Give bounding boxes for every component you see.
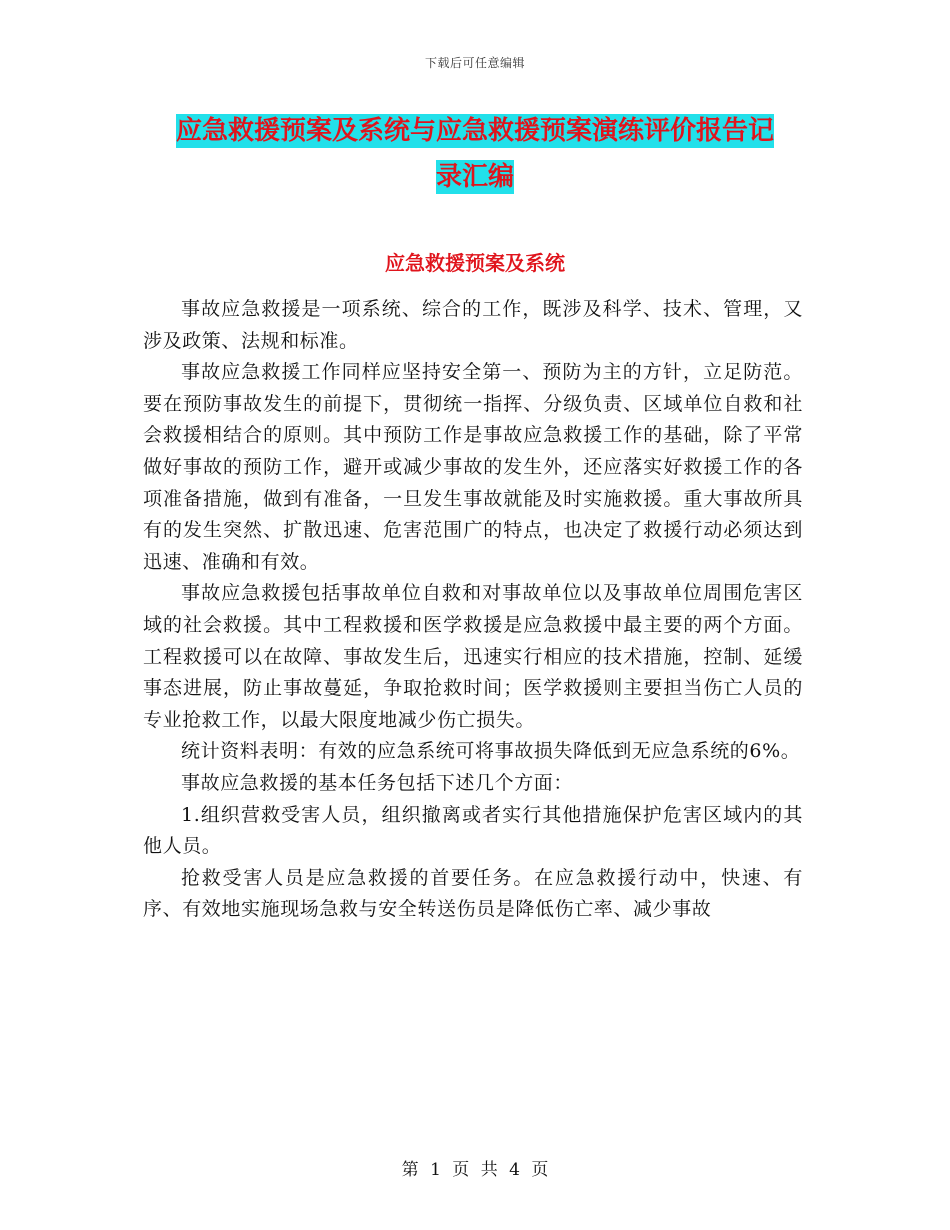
paragraph-1: 事故应急救援是一项系统、综合的工作，既涉及科学、技术、管理，又涉及政策、法规和标准。 xyxy=(143,298,803,352)
paragraph-4: 统计资料表明：有效的应急系统可将事故损失降低到无应急系统的6%。 xyxy=(181,740,801,763)
paragraph-7: 抢救受害人员是应急救援的首要任务。在应急救援行动中，快速、有序、有效地实施现场急救与安全转送伤员是降低伤亡率、减少事故 xyxy=(143,866,803,921)
document-title xyxy=(140,108,810,200)
paragraph-2: 事故应急救援工作同样应坚持安全第一、预防为主的方针，立足防范。要在预防事故发生的前提下，贯彻统一指挥、分级负责、区域单位自救和社会救援相结合的原则。其中预防工作是事故应急救援工作的基础，除了平常做好事故的预防工作，避开或减少事故的发生外，还应落实好救援工作的各项准备措施，做到有准备，一旦发生事故就能及时实施救援。重大事故所具有的发生突然、扩散迅速、危害范围广的特点，也决定了救援行动必须达到迅速、准确和有效。 xyxy=(143,361,803,573)
header-note: 下载后可任意编辑 xyxy=(424,56,525,70)
page-footer: 第 1 页 共 4 页 xyxy=(401,1160,549,1180)
paragraph-6: 1.组织营救受害人员，组织撤离或者实行其他措施保护危害区域内的其他人员。 xyxy=(143,803,803,858)
title-line-1: 应急救援预案及系统与应急救援预案演练评价报告记 xyxy=(175,116,774,146)
paragraph-5: 事故应急救援的基本任务包括下述几个方面： xyxy=(181,771,574,794)
section-title: 应急救援预案及系统 xyxy=(385,251,565,275)
title-line-2: 录汇编 xyxy=(435,162,514,192)
body-text xyxy=(143,294,803,926)
paragraph-3: 事故应急救援包括事故单位自救和对事故单位以及事故单位周围危害区域的社会救援。其中工程救援和医学救援是应急救援中最主要的两个方面。工程救援可以在故障、事故发生后，迅速实行相应的技术措施，控制、延缓事态进展，防止事故蔓延，争取抢救时间；医学救援则主要担当伤亡人员的专业抢救工作，以最大限度地减少伤亡损失。 xyxy=(143,582,803,731)
